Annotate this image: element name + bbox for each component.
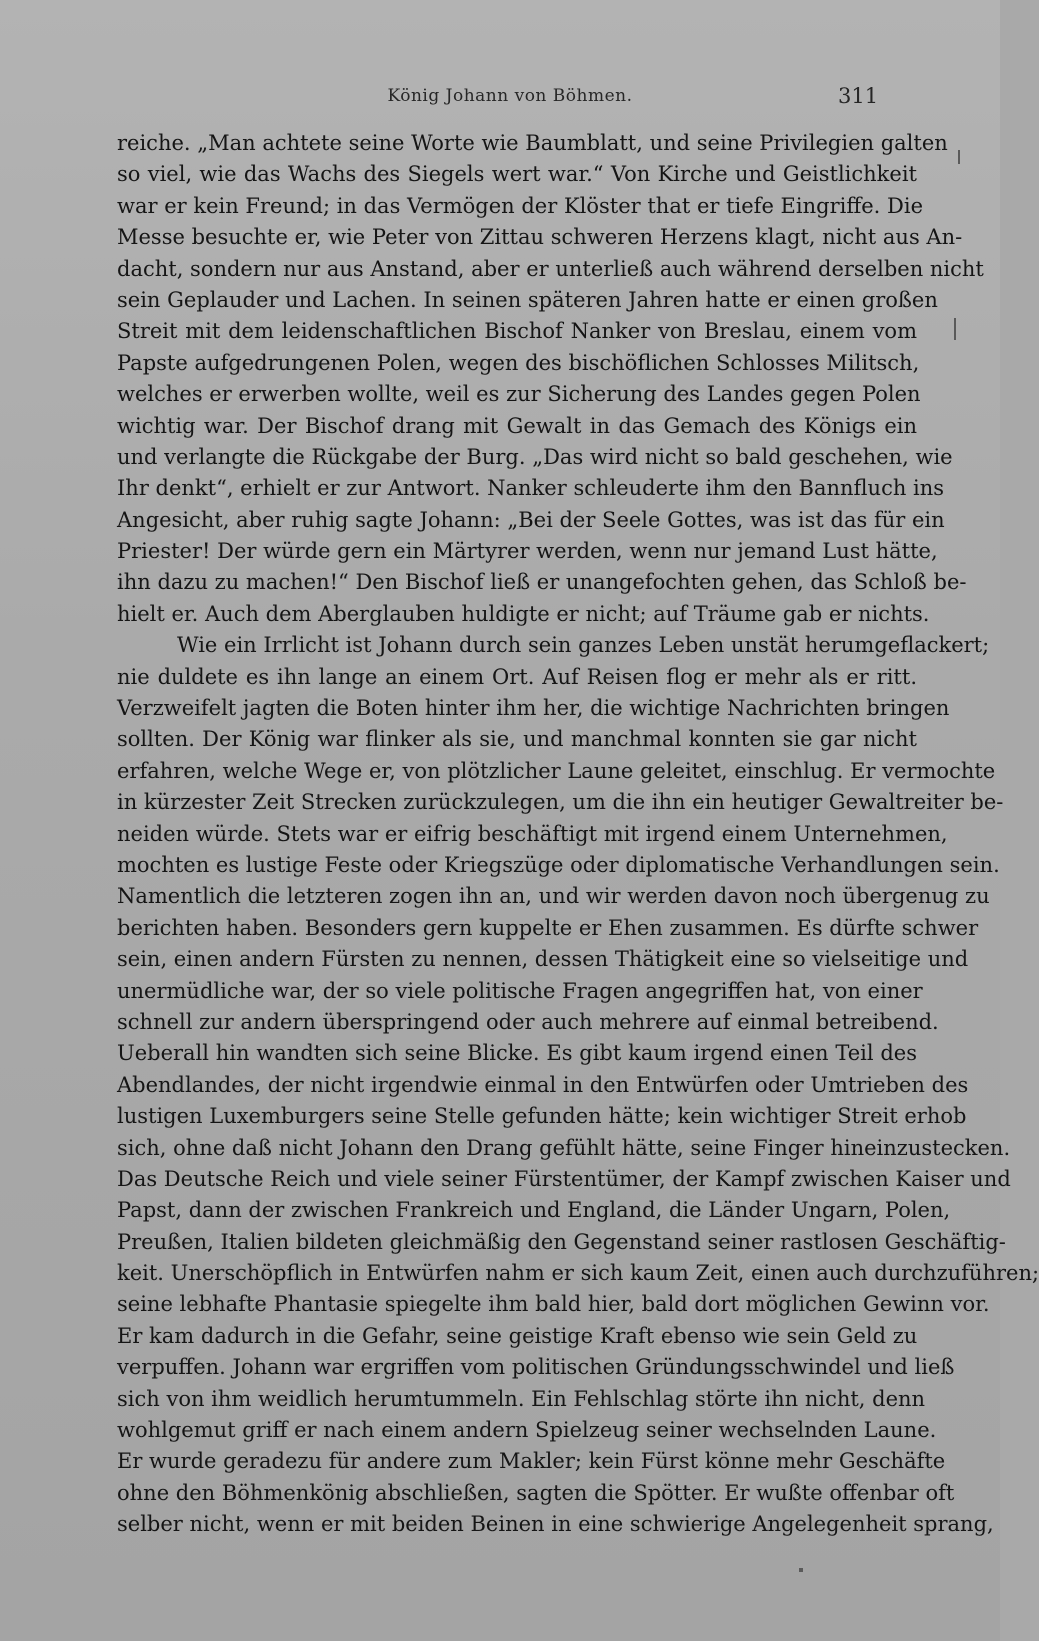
text-line: neiden würde. Stets war er eifrig beschäftigt mit irgend einem Unternehmen, xyxy=(117,821,948,846)
text-line: schnell zur andern überspringend oder auch mehrere auf einmal betreibend. xyxy=(117,1009,939,1034)
text-line: Papste aufgedrungenen Polen, wegen des bischöflichen Schlosses Militsch, xyxy=(117,350,920,375)
text-line: Priester! Der würde gern ein Märtyrer werden, wenn nur jemand Lust hätte, xyxy=(117,539,938,564)
text-line: Streit mit dem leidenschaftlichen Bischof Nanker von Breslau, einem vom xyxy=(117,319,917,344)
running-header xyxy=(0,80,1000,120)
text-line: erfahren, welche Wege er, von plötzlicher Laune geleitet, einschlug. Er vermochte xyxy=(117,758,996,783)
text-line: selber nicht, wenn er mit beiden Beinen in eine schwierige Angelegenheit sprang, xyxy=(117,1512,994,1537)
text-line: ohne den Böhmenkönig abschließen, sagten die Spötter. Er wußte offenbar oft xyxy=(117,1480,955,1505)
text-line: berichten haben. Besonders gern kuppelte er Ehen zusammen. Es dürfte schwer xyxy=(117,915,979,940)
text-line: sollten. Der König war flinker als sie, und manchmal konnten sie gar nicht xyxy=(117,727,917,752)
margin-speck xyxy=(954,318,956,340)
text-line: war er kein Freund; in das Vermögen der Klöster that er tiefe Eingriffe. Die xyxy=(117,193,923,218)
running-title: König Johann von Böhmen. xyxy=(387,86,633,106)
text-line: Preußen, Italien bildeten gleichmäßig den Gegenstand seiner rastlosen Geschäftig- xyxy=(117,1229,1006,1254)
text-line: sich von ihm weidlich herumtummeln. Ein Fehlschlag störte ihn nicht, denn xyxy=(117,1386,926,1411)
text-line: Namentlich die letzteren zogen ihn an, und wir werden davon noch übergenug zu xyxy=(117,884,990,909)
paragraph-1 xyxy=(117,128,984,630)
text-line: mochten es lustige Feste oder Kriegszüge oder diplomatische Verhandlungen sein. xyxy=(117,852,1000,877)
text-line: Er wurde geradezu für andere zum Makler; kein Fürst könne mehr Geschäfte xyxy=(117,1449,946,1474)
text-line: lustigen Luxemburgers seine Stelle gefunden hätte; kein wichtiger Streit erhob xyxy=(117,1104,967,1129)
text-line: unermüdliche war, der so viele politische Fragen angegriffen hat, von einer xyxy=(117,978,923,1003)
text-line: Verzweifelt jagten die Boten hinter ihm her, die wichtige Nachrichten bringen xyxy=(117,696,950,721)
margin-speck xyxy=(958,150,960,164)
text-line: Er kam dadurch in die Gefahr, seine geistige Kraft ebenso wie sein Geld zu xyxy=(117,1323,918,1348)
text-line: Papst, dann der zwischen Frankreich und England, die Länder Ungarn, Polen, xyxy=(117,1198,951,1223)
text-line: wichtig war. Der Bischof drang mit Gewalt in das Gemach des Königs ein xyxy=(117,413,917,438)
page-number: 311 xyxy=(838,84,879,108)
text-line: verpuffen. Johann war ergriffen vom politischen Gründungsschwindel und ließ xyxy=(117,1355,955,1380)
text-line: nie duldete es ihn lange an einem Ort. Auf Reisen flog er mehr als er ritt. xyxy=(117,664,917,689)
body-text xyxy=(117,128,1039,1541)
text-line: Ueberall hin wandten sich seine Blicke. Es gibt kaum irgend einen Teil des xyxy=(117,1041,917,1066)
text-line: reiche. „Man achtete seine Worte wie Baumblatt, und seine Privilegien galten xyxy=(117,131,948,155)
paragraph-2 xyxy=(117,630,1039,1540)
margin-speck xyxy=(799,1568,803,1572)
text-line: dacht, sondern nur aus Anstand, aber er unterließ auch während derselben nicht xyxy=(117,256,984,281)
text-line: welches er erwerben wollte, weil es zur Sicherung des Landes gegen Polen xyxy=(117,382,921,407)
text-line: sich, ohne daß nicht Johann den Drang gefühlt hätte, seine Finger hineinzustecken. xyxy=(117,1135,1011,1160)
text-line: ihn dazu zu machen!“ Den Bischof ließ er unangefochten gehen, das Schloß be- xyxy=(117,570,967,595)
text-line: wohlgemut griff er nach einem andern Spielzeug seiner wechselnden Laune. xyxy=(117,1418,937,1443)
text-line: Abendlandes, der nicht irgendwie einmal in den Entwürfen oder Umtrieben des xyxy=(117,1072,969,1097)
text-line: Das Deutsche Reich und viele seiner Fürstentümer, der Kampf zwischen Kaiser und xyxy=(117,1166,1011,1191)
text-line: hielt er. Auch dem Aberglauben huldigte er nicht; auf Träume gab er nichts. xyxy=(117,601,930,626)
text-line: so viel, wie das Wachs des Siegels wert war.“ Von Kirche und Geistlichkeit xyxy=(117,162,917,187)
text-line: Angesicht, aber ruhig sagte Johann: „Bei der Seele Gottes, was ist das für ein xyxy=(117,507,945,532)
text-line: und verlangte die Rückgabe der Burg. „Das wird nicht so bald geschehen, wie xyxy=(117,444,953,469)
text-line: keit. Unerschöpflich in Entwürfen nahm er sich kaum Zeit, einen auch durchzuführen; xyxy=(117,1261,1039,1286)
text-line: in kürzester Zeit Strecken zurückzulegen, um die ihn ein heutiger Gewaltreiter be- xyxy=(117,790,1004,815)
text-line: seine lebhafte Phantasie spiegelte ihm bald hier, bald dort möglichen Gewinn vor. xyxy=(117,1292,990,1317)
text-line: sein, einen andern Fürsten zu nennen, dessen Thätigkeit eine so vielseitige und xyxy=(117,947,969,972)
text-line: Messe besuchte er, wie Peter von Zittau schweren Herzens klagt, nicht aus An- xyxy=(117,225,963,250)
text-line: Ihr denkt“, erhielt er zur Antwort. Nanker schleuderte ihm den Bannfluch ins xyxy=(117,476,945,501)
text-line: sein Geplauder und Lachen. In seinen späteren Jahren hatte er einen großen xyxy=(117,287,938,312)
text-line: Wie ein Irrlicht ist Johann durch sein ganzes Leben unstät herumgeflackert; xyxy=(177,633,990,658)
